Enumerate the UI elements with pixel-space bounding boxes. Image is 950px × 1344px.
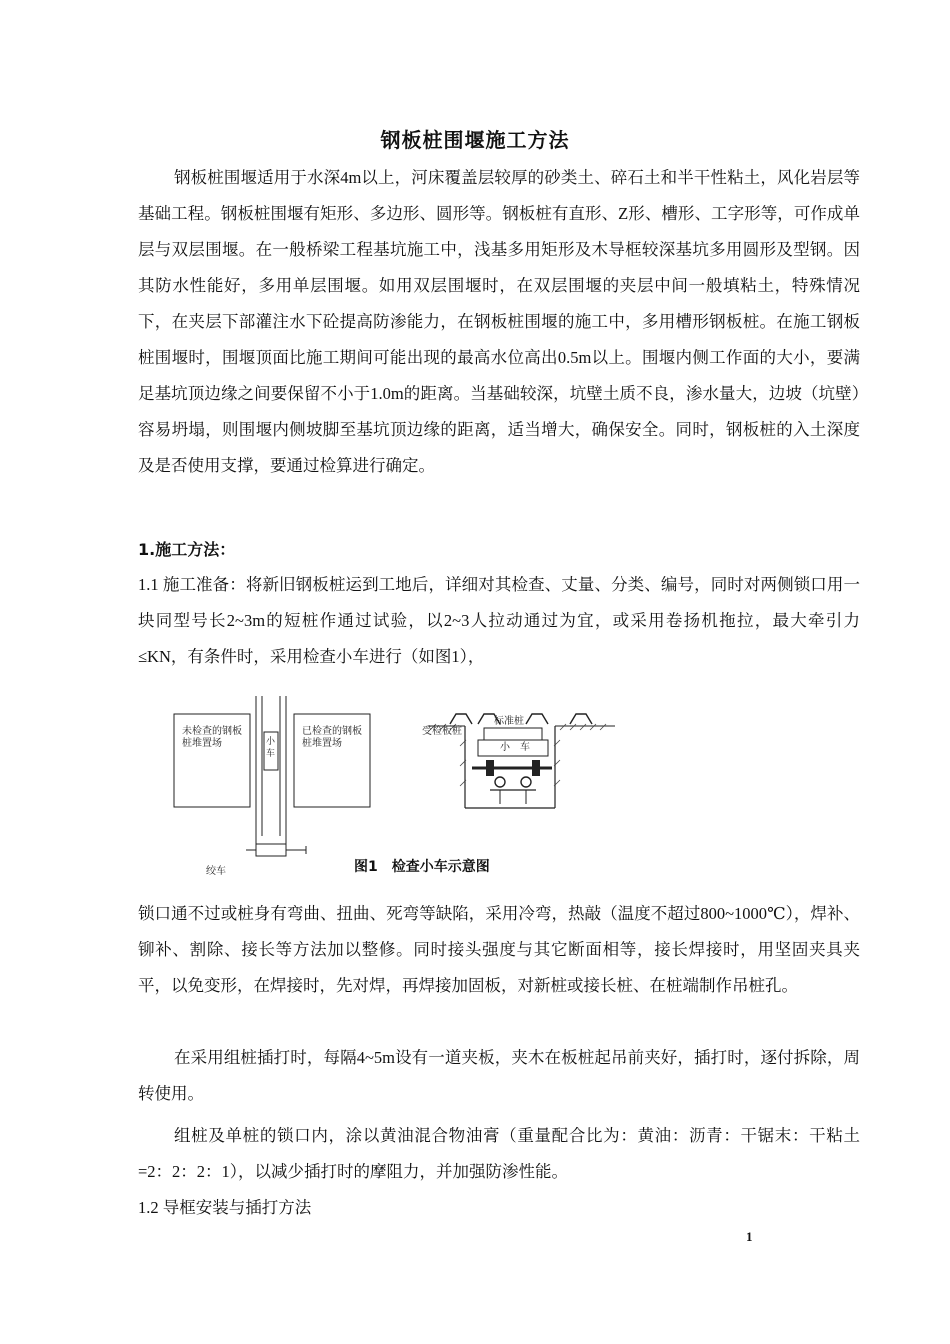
label-cart-vertical: 小车: [266, 737, 276, 759]
label-inspected-pile: 受检板桩: [422, 726, 462, 737]
label-standard-pile: 标准桩: [494, 716, 524, 727]
paragraph-clamp: 在采用组桩插打时，每隔4~5m设有一道夹板，夹木在板桩起吊前夹好，插打时，逐付拆除，周转使用。: [138, 1048, 860, 1103]
label-unchecked-yard: 未检查的钢板桩堆置场: [182, 726, 242, 749]
figure-caption: 图1 检查小车示意图: [354, 859, 490, 875]
section-heading-construction-method: 1.施工方法：: [138, 540, 236, 559]
section-heading-guide-frame: 1.2 导框安装与插打方法: [138, 1198, 312, 1217]
paragraph-preparation: 1.1 施工准备：将新旧钢板桩运到工地后，详细对其检查、丈量、分类、编号，同时对两侧锁口用一块同型号长2~3m的短桩作通过试验，以2~3人拉动通过为宜，或采用卷扬机拖拉，最大牵引力≤KN，有条件时，采用检查小车进行（如图1），: [138, 575, 860, 666]
page-number: 1: [746, 1229, 753, 1244]
paragraph-grease: 组桩及单桩的锁口内，涂以黄油混合物油膏（重量配合比为：黄油：沥青：干锯末：干粘土=2：2：2：1），以减少插打时的摩阻力，并加强防渗性能。: [138, 1126, 860, 1181]
label-checked-yard: 已检查的钢板桩堆置场: [302, 726, 362, 749]
document-title: 钢板桩围堰施工方法: [380, 128, 570, 152]
paragraph-repair: 锁口通不过或桩身有弯曲、扭曲、死弯等缺陷，采用冷弯，热敲（温度不超过800~1000℃），焊补、铆补、割除、接长等方法加以整修。同时接头强度与其它断面相等，接长焊接时，用坚固夹具夹平，以免变形，在焊接时，先对焊，再焊接加固板，对新桩或接长桩、在桩端制作吊桩孔。: [138, 904, 860, 995]
label-cart: 小 车: [500, 742, 530, 753]
label-winch: 绞车: [206, 866, 226, 877]
paragraph-intro: 钢板桩围堰适用于水深4m以上，河床覆盖层较厚的砂类土、碎石土和半干性粘土，风化岩层等基础工程。钢板桩围堰有矩形、多边形、圆形等。钢板桩有直形、Z形、槽形、工字形等，可作成单层与双层围堰。在一般桥梁工程基坑施工中，浅基多用矩形及木导框较深基坑多用圆形及型钢。因其防水性能好，多用单层围堰。如用双层围堰时，在双层围堰的夹层中间一般填粘土，特殊情况下，在夹层下部灌注水下砼提高防渗能力，在钢板桩围堰的施工中，多用槽形钢板桩。在施工钢板桩围堰时，围堰顶面比施工期间可能出现的最高水位高出0.5m以上。围堰内侧工作面的大小，要满足基坑顶边缘之间要保留不小于1.0m的距离。当基础较深，坑壁土质不良，渗水量大，边坡（坑壁）容易坍塌，则围堰内侧坡脚至基坑顶边缘的距离，适当增大，确保安全。同时，钢板桩的入土深度及是否使用支撑，要通过检算进行确定。: [138, 168, 860, 475]
